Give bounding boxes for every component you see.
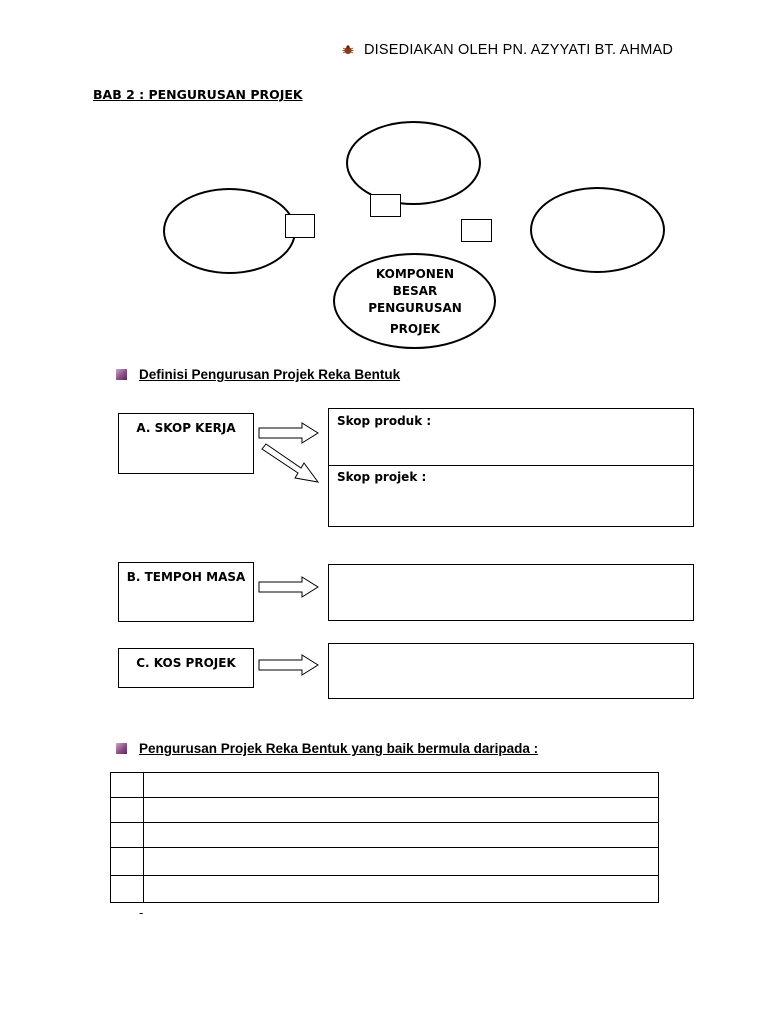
skop-produk-label: Skop produk : xyxy=(337,414,432,428)
arrow-right-icon xyxy=(258,654,320,676)
center-line-3: PENGURUSAN xyxy=(368,301,462,315)
number-cell[interactable] xyxy=(111,848,144,876)
bullet-icon xyxy=(116,369,127,380)
bullet-icon xyxy=(116,743,127,754)
connector-box-left xyxy=(285,214,315,238)
ellipse-right xyxy=(530,187,665,273)
answer-box-kos-projek[interactable] xyxy=(328,643,694,699)
section1-heading xyxy=(116,367,400,382)
arrow-diagonal-icon xyxy=(258,440,322,486)
answer-cell[interactable] xyxy=(144,798,659,823)
center-line-1: KOMPONEN xyxy=(375,267,455,281)
ellipse-top xyxy=(346,121,481,205)
footnote-dash: - xyxy=(139,906,144,920)
center-line-4: PROJEK xyxy=(389,322,441,336)
center-line-2: BESAR xyxy=(392,284,438,298)
chapter-title: BAB 2 : PENGURUSAN PROJEK xyxy=(93,87,303,102)
arrow-right-icon xyxy=(258,576,320,598)
section2-title: Pengurusan Projek Reka Bentuk yang baik bermula daripada : xyxy=(139,741,539,756)
ellipse-left xyxy=(163,188,296,274)
table-row xyxy=(111,876,659,903)
skop-projek-label: Skop projek : xyxy=(337,470,427,484)
table-row xyxy=(111,798,659,823)
answer-box-tempoh-masa[interactable] xyxy=(328,564,694,621)
label-skop-kerja: A. SKOP KERJA xyxy=(136,421,236,435)
header xyxy=(342,42,673,58)
connector-box-right xyxy=(461,219,492,242)
section1-title: Definisi Pengurusan Projek Reka Bentuk xyxy=(139,367,401,382)
connector-box-top xyxy=(370,194,401,217)
table-row xyxy=(111,848,659,876)
table-row xyxy=(111,823,659,848)
answer-divider xyxy=(329,465,693,466)
label-kos-projek: C. KOS PROJEK xyxy=(136,656,236,670)
diagram-center-label xyxy=(336,266,494,338)
label-box-kos-projek xyxy=(118,648,254,688)
answer-cell[interactable] xyxy=(144,823,659,848)
table-row xyxy=(111,773,659,798)
number-cell[interactable] xyxy=(111,823,144,848)
bug-icon xyxy=(342,45,354,55)
number-cell[interactable] xyxy=(111,798,144,823)
section2-heading xyxy=(116,741,538,756)
answer-cell[interactable] xyxy=(144,848,659,876)
number-cell[interactable] xyxy=(111,773,144,798)
label-box-tempoh-masa xyxy=(118,562,254,622)
label-box-skop-kerja xyxy=(118,413,254,474)
label-tempoh-masa: B. TEMPOH MASA xyxy=(126,570,246,584)
answer-cell[interactable] xyxy=(144,773,659,798)
answer-box-skop[interactable] xyxy=(328,408,694,527)
answer-table xyxy=(110,772,659,903)
answer-cell[interactable] xyxy=(144,876,659,903)
header-text: DISEDIAKAN OLEH PN. AZYYATI BT. AHMAD xyxy=(364,42,674,58)
number-cell[interactable] xyxy=(111,876,144,903)
